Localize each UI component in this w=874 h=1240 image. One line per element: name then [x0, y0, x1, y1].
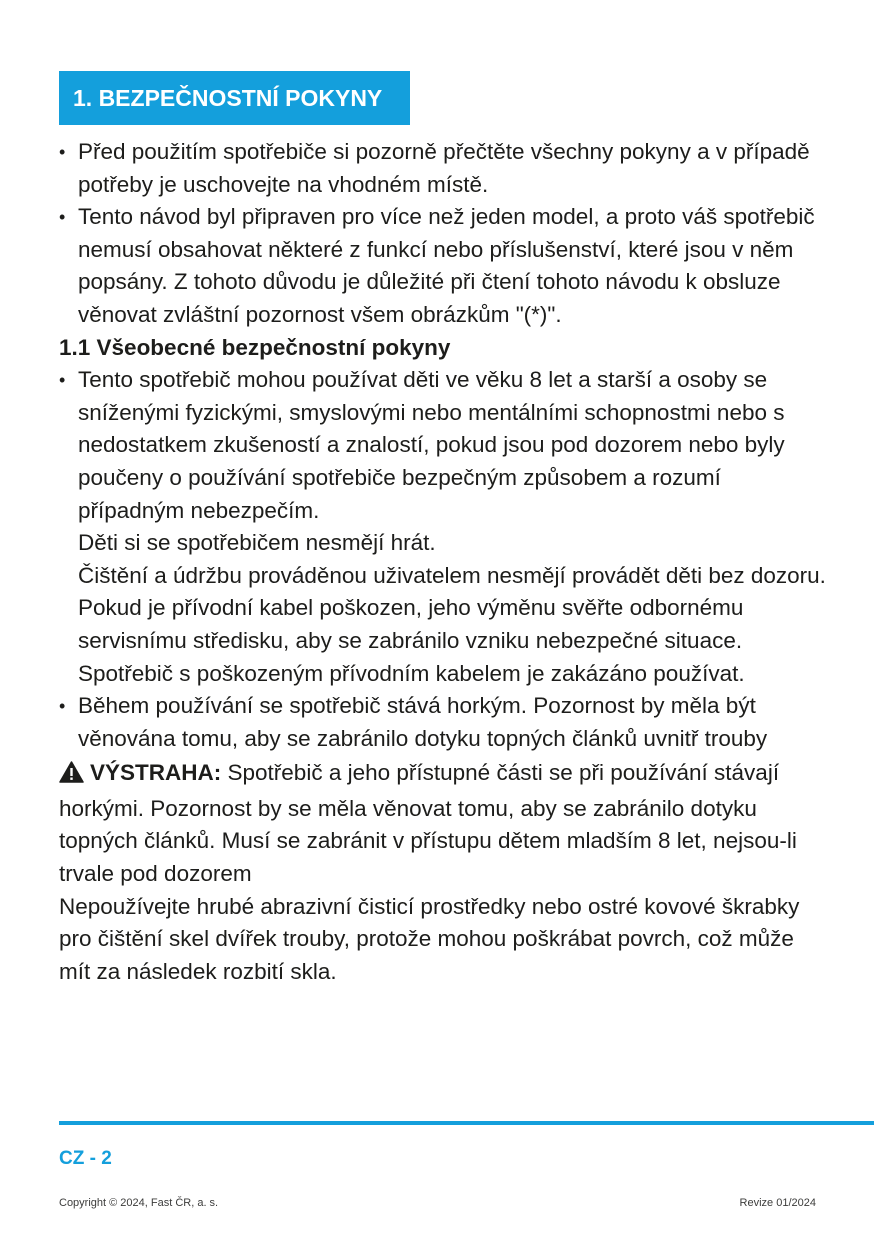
warning-text-2: Nepoužívejte hrubé abrazivní čisticí prostředky nebo ostré kovové škrabky pro čištění skel dvířek trouby, protože mohou poškrábat povrch, což může mít za následek rozbití skla. — [59, 893, 800, 984]
revision-text: Revize 01/2024 — [739, 1197, 816, 1209]
list-item: • Během používání se spotřebič stává horkým. Pozornost by měla být věnována tomu, aby se zabránilo dotyku topných článků uvnitř trouby — [59, 690, 829, 755]
subsection-title: 1.1 Všeobecné bezpečnostní pokyny — [59, 334, 451, 360]
paragraph: Čištění a údržbu prováděnou uživatelem nesmějí provádět děti bez dozoru. — [78, 562, 826, 588]
list-item: • Před použitím spotřebiče si pozorně přečtěte všechny pokyny a v případě potřeby je uschovejte na vhodném místě. — [59, 136, 829, 201]
list-item — [59, 364, 829, 690]
list-item: • Tento návod byl připraven pro více než jeden model, a proto váš spotřebič nemusí obsahovat některé z funkcí nebo příslušenství, které jsou v něm popsány. Z tohoto důvodu je důležité při čtení tohoto návodu k obsluze věnovat zvláštní pozornost všem obrázkům "(*)". — [59, 201, 829, 331]
paragraph: • Tento spotřebič mohou používat děti ve věku 8 let a starší a osoby se sníženými fyzickými, smyslovými nebo mentálními schopnostmi nebo s nedostatkem zkušeností a znalostí, pokud jsou pod dozorem nebo byly poučeny o používání spotřebiče bezpečným způsobem a rozumí případným nebezpečím. — [78, 367, 785, 523]
warning-block — [59, 757, 829, 988]
warning-triangle-icon — [59, 760, 84, 793]
paragraph: Děti si se spotřebičem nesmějí hrát. — [78, 530, 436, 556]
copyright-text: Copyright © 2024, Fast ČR, a. s. — [59, 1197, 219, 1209]
warning-text: Spotřebič a jeho přístupné části se při používání stávají horkými. Pozornost by se měla věnovat tomu, aby se zabránilo dotyku topných článků. Musí se zabránit v přístupu dětem mladším 8 let, nejsou-li trvale pod dozorem — [59, 760, 797, 887]
warning-label: VÝSTRAHA: — [90, 760, 222, 786]
section-title: 1. BEZPEČNOSTNÍ POKYNY — [59, 71, 410, 125]
footer-divider — [59, 1121, 874, 1125]
paragraph: Pokud je přívodní kabel poškozen, jeho výměnu svěřte odbornému servisnímu středisku, aby se zabránilo vzniku nebezpečné situace. Spotřebič s poškozeným přívodním kabelem je zakázáno používat. — [78, 595, 745, 686]
page-number: CZ - 2 — [59, 1148, 112, 1169]
safety-content — [59, 136, 829, 988]
